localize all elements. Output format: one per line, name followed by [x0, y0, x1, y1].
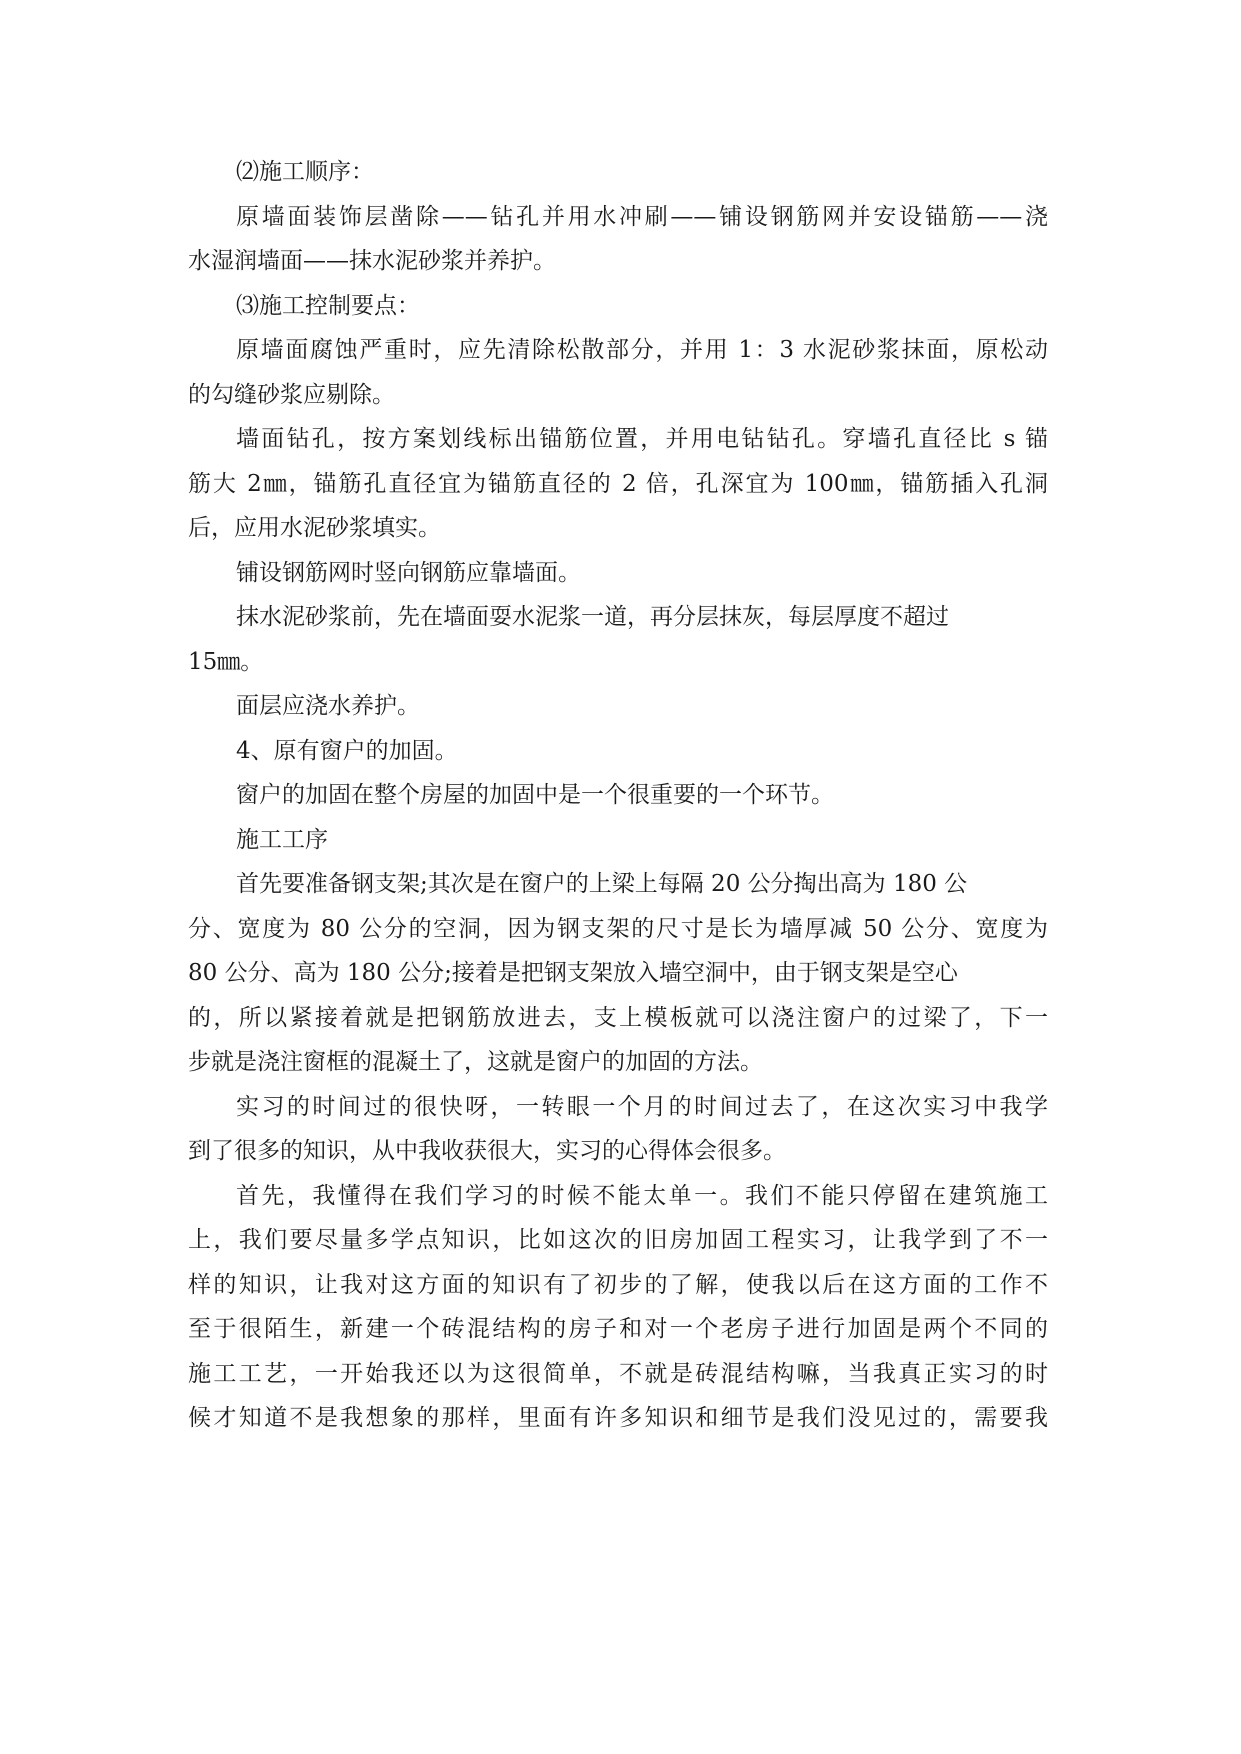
- text-line: 15㎜。: [188, 648, 264, 675]
- text-line: 步就是浇注窗框的混凝土了，这就是窗户的加固的方法。: [188, 1049, 763, 1075]
- document-body: [188, 150, 1048, 1441]
- text-line: 至于很陌生，新建一个砖混结构的房子和对一个老房子进行加固是两个不同的: [188, 1316, 1048, 1342]
- text-line: 到了很多的知识，从中我收获很大，实习的心得体会很多。: [188, 1138, 786, 1164]
- text-line: 的勾缝砂浆应剔除。: [188, 381, 395, 408]
- text-line: 筋大 2㎜，锚筋孔直径宜为锚筋直径的 2 倍，孔深宜为 100㎜，锚筋插入孔洞: [188, 470, 1048, 497]
- text-line: 铺设钢筋网时竖向钢筋应靠墙面。: [236, 559, 581, 586]
- text-line: 施工工序: [236, 826, 328, 853]
- text-line: 的，所以紧接着就是把钢筋放进去，支上模板就可以浇注窗户的过梁了，下一: [188, 1004, 1048, 1031]
- text-line: 4、原有窗户的加固。: [236, 737, 458, 764]
- text-line: ⑵施工顺序：: [236, 159, 374, 185]
- text-line: 原墙面腐蚀严重时，应先清除松散部分，并用 1：3 水泥砂浆抹面，原松动: [236, 337, 1048, 363]
- text-line: 原墙面装饰层凿除——钻孔并用水冲刷——铺设钢筋网并安设锚筋——浇: [236, 203, 1048, 230]
- text-line: 80 公分、高为 180 公分;接着是把钢支架放入墙空洞中，由于钢支架是空心: [188, 960, 958, 986]
- text-line: 首先要准备钢支架;其次是在窗户的上梁上每隔 20 公分掏出高为 180 公: [236, 871, 968, 897]
- text-line: ⑶施工控制要点：: [236, 292, 420, 319]
- text-line: 实习的时间过的很快呀，一转眼一个月的时间过去了，在这次实习中我学: [236, 1093, 1048, 1120]
- text-line: 首先，我懂得在我们学习的时候不能太单一。我们不能只停留在建筑施工: [236, 1182, 1048, 1209]
- text-line: 候才知道不是我想象的那样，里面有许多知识和细节是我们没见过的，需要我: [188, 1405, 1048, 1431]
- text-line: 墙面钻孔，按方案划线标出锚筋位置，并用电钻钻孔。穿墙孔直径比 s 锚: [236, 426, 1048, 452]
- text-line: 水湿润墙面——抹水泥砂浆并养护。: [188, 248, 556, 274]
- text-line: 面层应浇水养护。: [236, 693, 420, 719]
- text-line: 施工工艺，一开始我还以为这很简单，不就是砖混结构嘛，当我真正实习的时: [188, 1360, 1048, 1387]
- text-line: 分、宽度为 80 公分的空洞，因为钢支架的尺寸是长为墙厚减 50 公分、宽度为: [188, 915, 1048, 942]
- text-line: 后，应用水泥砂浆填实。: [188, 515, 441, 541]
- text-line: 窗户的加固在整个房屋的加固中是一个很重要的一个环节。: [236, 782, 834, 808]
- text-line: 上，我们要尽量多学点知识，比如这次的旧房加固工程实习，让我学到了不一: [188, 1227, 1048, 1253]
- text-line: 样的知识，让我对这方面的知识有了初步的了解，使我以后在这方面的工作不: [188, 1271, 1048, 1298]
- text-line: 抹水泥砂浆前，先在墙面耍水泥浆一道，再分层抹灰，每层厚度不超过: [236, 604, 949, 630]
